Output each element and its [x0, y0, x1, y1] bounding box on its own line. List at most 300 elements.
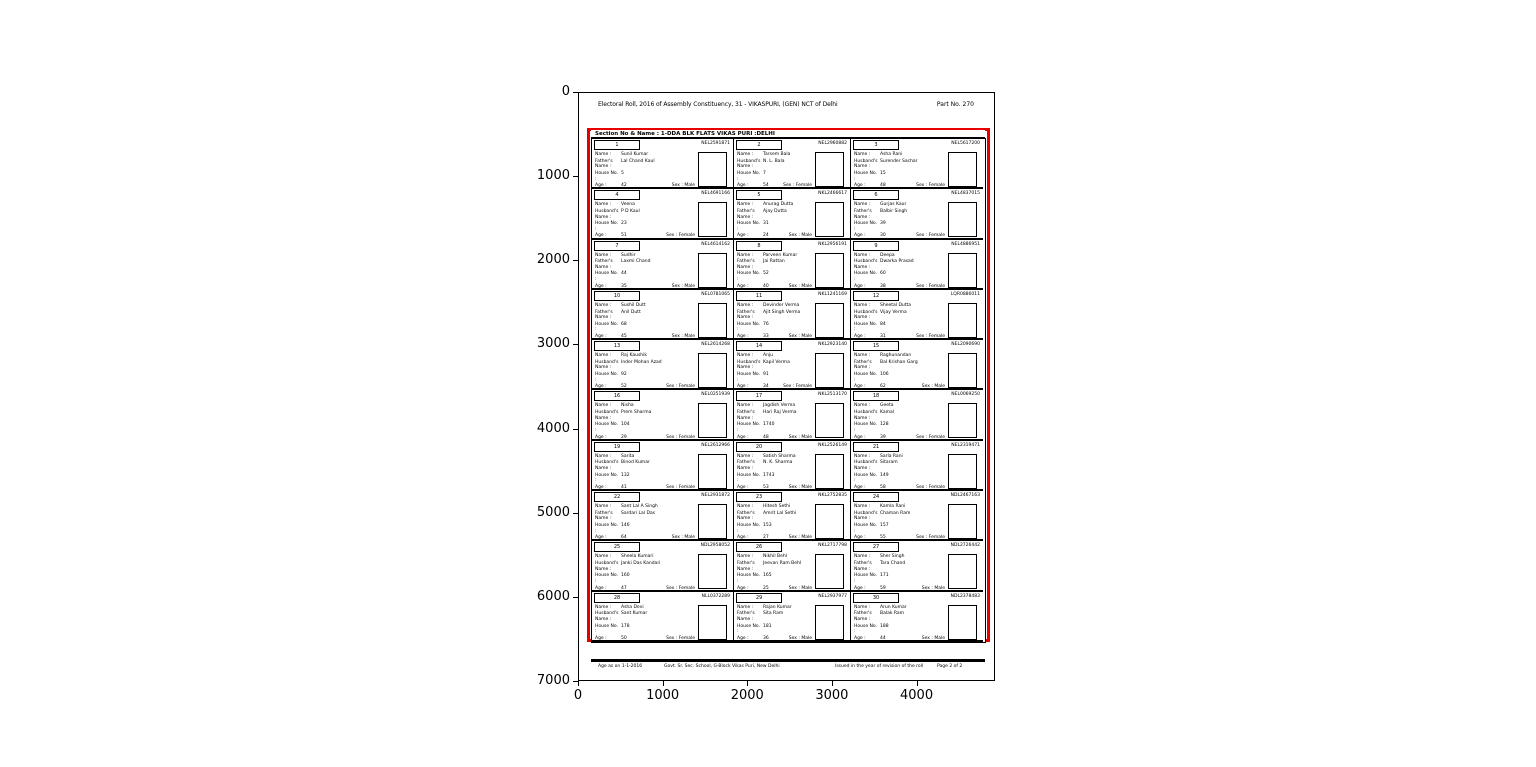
serial-number-box: 20 — [736, 442, 782, 452]
voter-card — [592, 491, 734, 541]
voter-fields — [737, 454, 812, 491]
epic-number: NEL2931872 — [701, 493, 730, 499]
field-value: 76 — [763, 321, 769, 327]
epic-number: NEL2937977 — [818, 593, 847, 599]
field-label: House No. : — [595, 422, 619, 433]
serial-number-box: 21 — [853, 442, 899, 452]
voter-fields — [737, 152, 812, 189]
serial-number-box: 6 — [853, 190, 899, 200]
field-label: Name : — [737, 403, 754, 409]
field-value: 188 — [880, 623, 889, 629]
serial-number-box: 3 — [853, 140, 899, 150]
sex-value: Sex : Male — [788, 233, 812, 239]
field-label: Name : — [854, 554, 871, 560]
field-label: Age : — [854, 233, 866, 239]
field-label: House No. : — [854, 472, 878, 484]
voter-card — [592, 240, 734, 290]
field-label: Father's Name : — [737, 259, 755, 270]
field-value: Sher Singh — [880, 554, 905, 560]
field-label: Father's Name : — [595, 309, 613, 321]
field-value: 62 — [880, 384, 886, 390]
field-value: Sarla Rani — [880, 453, 903, 459]
field-label: Age : — [595, 183, 607, 189]
field-value: Amrit Lal Sethi — [763, 510, 797, 516]
photo-box — [948, 202, 977, 237]
sex-value: Sex : Female — [916, 233, 945, 239]
photo-box — [948, 353, 977, 388]
field-value: 153 — [763, 522, 772, 528]
voter-card — [734, 390, 851, 440]
field-value: 160 — [621, 573, 630, 579]
field-value: 50 — [621, 635, 627, 641]
field-value: Sardari Lal Das — [621, 510, 656, 516]
field-label: Father's Name : — [854, 359, 872, 371]
field-value: Jai Rattan — [763, 259, 785, 265]
sex-value: Sex : Female — [916, 183, 945, 189]
field-label: Husband's Name : — [737, 359, 761, 371]
epic-number: NEL0251939 — [701, 392, 730, 398]
field-label: Name : — [854, 152, 871, 157]
voter-fields — [595, 403, 695, 440]
field-value: 58 — [880, 484, 886, 490]
sex-value: Sex : Male — [921, 585, 945, 591]
field-value: Sarita — [621, 453, 635, 459]
field-label: House No. : — [854, 271, 878, 283]
field-label: House No. : — [854, 522, 878, 534]
field-value: 15 — [880, 170, 886, 176]
voter-fields — [595, 253, 695, 290]
field-label: Father's Name : — [737, 510, 755, 522]
serial-number-box: 16 — [594, 391, 640, 401]
voter-card — [592, 290, 734, 340]
field-label: Age : — [595, 384, 607, 390]
field-label: Name : — [854, 202, 871, 208]
field-label: House No. : — [737, 372, 761, 383]
section-header: Section No & Name : 1-DDA BLK FLATS VIKAS PURI :DELHI — [591, 130, 985, 138]
y-tick-label: 5000 — [536, 504, 570, 520]
field-label: Name : — [595, 353, 612, 359]
photo-box — [698, 202, 727, 237]
field-value: Chaman Ram — [880, 510, 911, 516]
photo-box — [815, 454, 844, 489]
serial-number-box: 27 — [853, 542, 899, 552]
field-label: Age : — [737, 283, 749, 289]
field-label: Husband's Name : — [595, 208, 619, 220]
photo-box — [815, 605, 844, 640]
sex-value: Sex : Female — [666, 384, 695, 390]
voter-fields — [854, 605, 945, 642]
voter-fields — [854, 152, 945, 189]
voter-fields — [737, 303, 812, 340]
voter-fields — [595, 152, 695, 189]
field-label: Name : — [854, 353, 871, 359]
field-value: 157 — [880, 522, 889, 528]
field-label: House No. : — [854, 573, 878, 584]
serial-number-box: 12 — [853, 291, 899, 301]
field-label: House No. : — [854, 372, 878, 383]
field-value: 42 — [621, 183, 627, 189]
serial-number-box: 17 — [736, 391, 782, 401]
photo-box — [948, 454, 977, 489]
sex-value: Sex : Male — [921, 635, 945, 641]
field-value: Kamal — [880, 410, 895, 416]
serial-number-box: 1 — [594, 140, 640, 150]
voter-fields — [595, 353, 695, 390]
field-label: House No. : — [595, 271, 619, 283]
field-label: House No. : — [595, 170, 619, 182]
voter-fields — [854, 454, 945, 491]
field-value: Ajit Singh Verma — [763, 309, 801, 315]
field-label: Husband's Name : — [854, 460, 878, 472]
field-value: 92 — [621, 372, 627, 378]
voter-card — [851, 290, 983, 340]
field-label: Age : — [595, 484, 607, 490]
epic-number: NEL5617200 — [951, 141, 980, 146]
sex-value: Sex : Male — [671, 334, 695, 340]
sex-value: Sex : Female — [783, 384, 812, 390]
field-value: 31 — [880, 334, 886, 340]
x-tick-mark — [578, 681, 579, 686]
photo-box — [698, 152, 727, 187]
field-label: House No. : — [737, 321, 761, 333]
field-value: Dwarka Prasad — [880, 259, 914, 265]
field-label: Age : — [595, 535, 607, 541]
field-label: Age : — [595, 233, 607, 239]
field-label: House No. : — [854, 221, 878, 232]
epic-number: NKL2526149 — [818, 442, 847, 448]
field-label: Age : — [737, 635, 749, 641]
field-value: Kapil Verma — [763, 359, 790, 365]
field-value: 1743 — [763, 472, 775, 478]
epic-number: NKL1241169 — [818, 291, 847, 297]
field-label: Age : — [737, 585, 749, 591]
field-label: Father's Name : — [737, 208, 755, 220]
sex-value: Sex : Male — [788, 635, 812, 641]
voter-card — [592, 441, 734, 491]
field-value: 48 — [763, 434, 769, 440]
voter-fields — [854, 202, 945, 239]
field-value: 178 — [621, 623, 630, 629]
photo-box — [698, 454, 727, 489]
sex-value: Sex : Female — [916, 484, 945, 490]
photo-box — [948, 504, 977, 539]
voter-fields — [737, 202, 812, 239]
field-label: House No. : — [854, 422, 878, 433]
field-label: Name : — [737, 302, 754, 308]
photo-box — [698, 353, 727, 388]
field-value: 39 — [880, 221, 886, 227]
epic-number: NEL2614268 — [701, 342, 730, 348]
field-label: Age : — [595, 283, 607, 289]
field-value: Sitaram — [880, 460, 898, 466]
field-label: Husband's Name : — [595, 460, 619, 472]
field-value: 44 — [880, 635, 886, 641]
voter-card — [734, 139, 851, 189]
field-value: Raghunandan — [880, 353, 912, 359]
y-tick-label: 6000 — [536, 588, 570, 604]
field-label: House No. : — [595, 372, 619, 383]
field-value: 68 — [621, 321, 627, 327]
photo-box — [698, 554, 727, 589]
field-value: 30 — [880, 233, 886, 239]
field-value: Parveen Kumar — [763, 252, 798, 258]
field-label: House No. : — [595, 221, 619, 232]
field-value: Devinder Verma — [763, 302, 800, 308]
field-value: 35 — [621, 283, 627, 289]
field-value: 60 — [880, 271, 886, 277]
field-label: Name : — [737, 453, 754, 459]
sex-value: Sex : Female — [916, 434, 945, 440]
epic-number: NKL2717798 — [818, 543, 847, 549]
y-tick-label: 3000 — [536, 336, 570, 352]
field-label: Father's Name : — [737, 561, 755, 572]
field-label: House No. : — [737, 623, 761, 635]
field-label: Age : — [854, 283, 866, 289]
photo-box — [815, 152, 844, 187]
voter-card — [592, 541, 734, 591]
voter-card — [851, 491, 983, 541]
field-label: House No. : — [737, 271, 761, 283]
field-value: 27 — [763, 535, 769, 541]
field-label: Name : — [737, 554, 754, 560]
epic-number: NEL4691166 — [701, 191, 730, 197]
x-tick-label: 1000 — [646, 688, 680, 703]
field-value: 41 — [621, 484, 627, 490]
field-label: Name : — [737, 353, 754, 359]
photo-box — [948, 303, 977, 338]
plot-area — [578, 92, 995, 681]
field-label: Husband's Name : — [595, 359, 619, 371]
field-label: Name : — [595, 453, 612, 459]
field-value: Sudhir — [621, 252, 636, 258]
field-value: Vijay Verma — [880, 309, 907, 315]
field-value: 51 — [621, 233, 627, 239]
voter-card-grid — [591, 138, 986, 643]
voter-card — [592, 139, 734, 189]
document-title: Electoral Roll, 2016 of Assembly Constituency, 31 - VIKASPURI, (GEN) NCT of Delhi — [598, 101, 838, 108]
photo-box — [815, 403, 844, 438]
field-value: 149 — [880, 472, 889, 478]
x-tick-mark — [917, 681, 918, 686]
field-value: 29 — [621, 434, 627, 440]
field-value: 59 — [880, 585, 886, 591]
voter-card — [851, 592, 983, 642]
field-label: Age : — [854, 434, 866, 440]
voter-card — [851, 390, 983, 440]
field-value: Sushil Dutt — [621, 302, 646, 308]
voter-card — [851, 541, 983, 591]
field-label: Name : — [595, 604, 612, 610]
field-value: Anil Dutt — [621, 309, 641, 315]
x-tick-label: 4000 — [900, 688, 934, 703]
photo-box — [948, 554, 977, 589]
photo-box — [948, 152, 977, 187]
x-tick-label: 2000 — [730, 688, 764, 703]
field-value: Veena — [621, 202, 635, 208]
field-label: Age : — [737, 233, 749, 239]
x-tick-mark — [832, 681, 833, 686]
voter-card — [592, 390, 734, 440]
voter-fields — [854, 303, 945, 340]
sex-value: Sex : Male — [921, 384, 945, 390]
field-label: House No. : — [595, 522, 619, 534]
voter-fields — [595, 303, 695, 340]
field-value: 181 — [763, 623, 772, 629]
field-label: Age : — [737, 484, 749, 490]
sex-value: Sex : Female — [783, 183, 812, 189]
voter-card — [734, 541, 851, 591]
sex-value: Sex : Male — [788, 334, 812, 340]
field-label: Name : — [737, 504, 754, 510]
field-value: Hitesh Sethi — [763, 504, 791, 510]
voter-card — [592, 340, 734, 390]
field-value: Balak Ram — [880, 611, 905, 617]
serial-number-box: 11 — [736, 291, 782, 301]
epic-number: NEL2319471 — [951, 442, 980, 448]
sex-value: Sex : Female — [916, 535, 945, 541]
voter-card — [851, 441, 983, 491]
field-value: 7 — [763, 170, 766, 176]
voter-fields — [854, 504, 945, 541]
voter-fields — [737, 353, 812, 390]
field-label: Father's Name : — [737, 309, 755, 321]
field-label: Father's Name : — [595, 510, 613, 522]
voter-fields — [595, 454, 695, 491]
field-value: 24 — [763, 233, 769, 239]
field-label: Age : — [595, 434, 607, 440]
field-value: 132 — [621, 472, 630, 478]
field-label: Age : — [737, 384, 749, 390]
field-value: Tara Chand — [880, 561, 906, 566]
field-label: Husband's Name : — [595, 410, 619, 421]
photo-box — [815, 202, 844, 237]
epic-number: NKL2752835 — [818, 493, 847, 499]
footer-revision-note: Issued in the year of revision of the roll — [835, 664, 924, 669]
field-label: Father's Name : — [854, 611, 872, 622]
serial-number-box: 13 — [594, 341, 640, 351]
photo-box — [815, 303, 844, 338]
field-value: 5 — [621, 170, 624, 176]
field-label: Name : — [854, 302, 871, 308]
field-value: 23 — [621, 221, 627, 227]
serial-number-box: 24 — [853, 492, 899, 502]
field-value: Deepa — [880, 252, 895, 258]
field-label: House No. : — [737, 170, 761, 182]
field-value: 1740 — [763, 422, 775, 428]
voter-fields — [595, 504, 695, 541]
field-value: 40 — [763, 283, 769, 289]
field-label: House No. : — [737, 422, 761, 433]
field-value: 36 — [763, 635, 769, 641]
part-number: Part No. 270 — [936, 101, 974, 108]
epic-number: NEL2612966 — [701, 442, 730, 448]
field-label: Father's Name : — [737, 611, 755, 622]
voter-card — [734, 189, 851, 239]
field-value: Laxmi Chand — [621, 259, 651, 265]
field-value: 31 — [763, 221, 769, 227]
field-label: Husband's Name : — [595, 561, 619, 572]
sex-value: Sex : Female — [666, 233, 695, 239]
field-value: Sant Lal A Singh — [621, 504, 658, 510]
photo-box — [815, 253, 844, 288]
field-label: House No. : — [737, 522, 761, 534]
field-value: Anju — [763, 353, 774, 359]
serial-number-box: 2 — [736, 140, 782, 150]
sex-value: Sex : Female — [916, 334, 945, 340]
field-label: Name : — [737, 152, 754, 157]
field-value: Raj Kaushik — [621, 353, 648, 359]
footer-rule — [591, 659, 985, 662]
voter-card — [734, 240, 851, 290]
x-tick-mark — [747, 681, 748, 686]
epic-number: NEL0069250 — [951, 392, 980, 398]
field-label: Husband's Name : — [595, 611, 619, 622]
sex-value: Sex : Male — [788, 585, 812, 591]
field-label: Name : — [854, 453, 871, 459]
photo-box — [948, 605, 977, 640]
field-value: Asha Devi — [621, 604, 644, 610]
serial-number-box: 19 — [594, 442, 640, 452]
field-value: 91 — [763, 372, 769, 378]
epic-number: NDL2467163 — [950, 493, 980, 499]
field-label: Age : — [854, 334, 866, 340]
serial-number-box: 25 — [594, 542, 640, 552]
field-value: 106 — [880, 372, 889, 378]
field-label: Husband's Name : — [854, 309, 878, 321]
voter-fields — [737, 253, 812, 290]
field-value: N. L. Bala — [763, 158, 785, 164]
field-label: Age : — [854, 585, 866, 591]
y-tick-label: 2000 — [536, 252, 570, 268]
voter-card — [851, 240, 983, 290]
field-value: Kamla Rani — [880, 504, 906, 510]
voter-fields — [854, 554, 945, 591]
field-label: House No. : — [854, 623, 878, 635]
field-value: Nikhil Behl — [763, 554, 787, 560]
field-label: Husband's Name : — [854, 510, 878, 522]
field-value: 171 — [880, 573, 889, 579]
field-value: Sita Ram — [763, 611, 784, 617]
field-label: Father's Name : — [737, 460, 755, 472]
field-label: House No. : — [737, 472, 761, 484]
voter-fields — [595, 202, 695, 239]
field-label: Name : — [595, 504, 612, 510]
field-value: Geeta — [880, 403, 894, 409]
photo-box — [948, 253, 977, 288]
field-label: Name : — [737, 252, 754, 258]
field-value: Gurjas Kaur — [880, 202, 907, 208]
epic-number: NKL2466617 — [818, 191, 847, 197]
voter-card — [734, 340, 851, 390]
epic-number: NEL2591871 — [701, 141, 730, 146]
voter-card — [592, 189, 734, 239]
serial-number-box: 23 — [736, 492, 782, 502]
field-label: Name : — [595, 252, 612, 258]
epic-number: NEL4886951 — [951, 241, 980, 247]
epic-number: NKL2513170 — [818, 392, 847, 398]
field-label: Name : — [854, 252, 871, 258]
field-value: 104 — [621, 422, 630, 428]
x-tick-label: 3000 — [815, 688, 849, 703]
field-label: Name : — [595, 403, 612, 409]
photo-box — [698, 504, 727, 539]
field-label: Name : — [737, 202, 754, 208]
voter-fields — [595, 605, 695, 642]
field-label: House No. : — [595, 472, 619, 484]
field-value: Sheela Kumari — [621, 554, 654, 560]
field-label: Father's Name : — [854, 561, 872, 572]
field-label: House No. : — [737, 221, 761, 232]
